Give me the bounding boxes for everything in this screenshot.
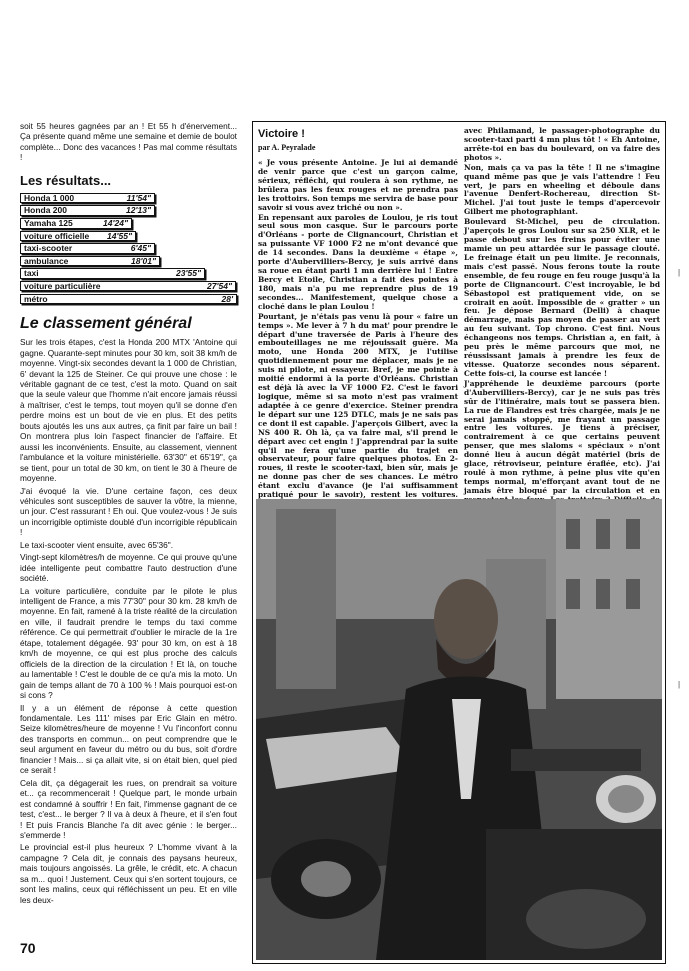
body-paragraph: Le taxi-scooter vient ensuite, avec 65'36". xyxy=(20,539,174,550)
page-number: 70 xyxy=(20,940,36,956)
result-label: Yamaha 125 xyxy=(24,218,73,228)
victoire-paragraph: « Je vous présente Antoine. Je lui ai demandé de venir parce que c'est un garçon calme, sérieux, réfléchi, qui roulera à son rythme, ne brûlera pas les feux rouges et ne prendra pas les trottoirs. Son temps me servira de base pour savoir si vous avez triché ou non ». xyxy=(258,158,458,212)
result-time: 12'13" xyxy=(126,205,151,216)
victoire-paragraph: Boulevard St-Michel, peu de circulation. J'aperçois le gros Loulou sur sa 250 XLR, et le passe debout sur les freins pour éviter une mamie un peu attardée sur le passage clouté. Le freinage était un peu limite. Je reconnais, mais c'est passé. Nous ferons toute la route ensemble, de feu rouge en feu rouge jusqu'à la porte de Clignancourt. C'est incroyable, le bd Sébastopol est pratiquement vide, on se croirait en août. Impossible de « gratter » un feu. Je dépose Bernard (Delli) à chaque démarrage, mais pas moyen de passer au vert au feu suivant. Top chrono. C'est fini. Nous échangeons nos temps. Christian a, en fait, à peu près le même parcours que moi, ne réussissant jamais à prendre les feux de vitesse. Quatorze secondes nous séparent. Cette fois-ci, la course est lancée ! xyxy=(464,217,660,378)
result-label: métro xyxy=(24,293,48,304)
body-paragraph: Il y a un élément de réponse à cette question fondamentale. Les 111' mises par Eric Glain en métro. Seize kilomètres/heure de moyenne ! Vu l'inconfort connu des transports en commun... on peut comprendre que le seul argument en faveur du métro ou du bus, soit d'ordre financier ! Mais... si ça allait vite, si on était bien, quel pied ce serait ! xyxy=(20,702,237,776)
results-chart xyxy=(20,193,237,304)
body-paragraph: Cela dit, ça dégagerait les rues, on prendrait sa voiture et... ça recommencerait ! Quelque part, le monde urbain est condamné à souffrir ! En fait, l'immense gagnant de ce test, c'est... le berger ? Il va à deux à l'heure, et il s'en fout ! Et puis Francis Blanche l'a dit avec génie : le berger... s'emmerde ! xyxy=(20,777,237,840)
victoire-byline: par A. Peyralade xyxy=(258,143,316,152)
left-column xyxy=(20,121,237,907)
result-time: 18'01" xyxy=(131,255,156,266)
victoire-paragraph: En repensant aux paroles de Loulou, je ris tout seul sous mon casque. Sur le parcours porte d'Orléans - porte de Clignancourt, Christian et sa puissante VF 1000 F2 ne m'ont devancé que de 14 secondes. Dans la deuxième « étape », porte d'Aubervilliers-Bercy, je suis arrivé dans sa roue en étant parti 1 mn derrière lui ! Entre Bercy et Etoile, Christian a fait des pointes à 180, mais n'a pu me reprendre plus de 19 secondes... Manifestement, quelque chose a cloché dans le plan Loulou ! xyxy=(258,212,458,311)
intro-paragraph: soit 55 heures gagnées par an ! Et 55 h d'énervement... Ça présente quand même une semaine et demie de boulot complète... Donc des vacances ! Pas mal comme résultats ! xyxy=(20,121,237,163)
result-bar xyxy=(20,218,132,229)
result-time: 23'55" xyxy=(176,268,201,279)
body-paragraph: J'ai évoqué la vie. D'une certaine façon, ces deux véhicules sont susceptibles de sauver la vôtre, la mienne, un jour. C'est rassurant ! Eh oui. Que voulez-vous ! Je suis un incorrigible optimiste doublé d'un incorrigible républicain ! xyxy=(20,485,237,538)
classement-title: Le classement général xyxy=(20,315,192,333)
body-paragraph: La voiture particulière, conduite par le pilote le plus intelligent de France, a mis 77'30" pour 30 km. 28 km/h de moyenne. En fait, ramené à la triste réalité de la circulation en ville, il faudrait prendre le temps du taxi comme référence. Ce qui permettrait d'oublier le miracle de la 1re étape, totalement dégagée. 93' pour 30 km, on est à 18 km/h de moyenne, ce qui est plus proche des calculs officiels de la direction de la circulation ! Et là, on touche au lamentable ! C'est le double de ce qu'a mis la moto. Un gain de temps allant de 70 à 100 % ! Mais pourquoi est-on si cons ? xyxy=(20,585,237,701)
result-label: voiture officielle xyxy=(24,230,90,241)
rider-photo xyxy=(256,499,662,960)
result-label: taxi xyxy=(24,268,39,279)
result-bar xyxy=(20,294,237,305)
result-bar xyxy=(20,243,155,254)
victoire-paragraph: avec Philamand, le passager-photographe du scooter-taxi parti 4 mn plus tôt ! « Eh Antoine, arrête-toi en bas du boulevard, on va faire des photos ». xyxy=(464,126,660,162)
margin-mark: | xyxy=(678,268,681,277)
result-time: 27'54" xyxy=(207,280,232,291)
body-paragraph: Sur les trois étapes, c'est la Honda 200 MTX 'Antoine qui gagne. Quarante-sept minutes pour 30 km, soit 38 km/h de moyenne. Vingt-six secondes devant la 1 000 de Christian, 6' devant la 125 de Steiner. Ce qui prouve une chose : le véritable gagnant de ce test, c'est la moto. Quand on sait que la seule valeur que l'homme n'ait encore jamais réussi à maîtriser, c'est le temps, tout moyen qu'il se donne d'en perdre moins est un bout de vie en plus. Et des petits bouts ajoutés les uns aux autres, ça finit par faire un bail ! On montrera plus loin l'aspect financier de l'affaire. Et aussi les inconvénients. Ensuite, au classement, viennent l'ambulance et la voiture ministérielle. 63'30" et 65'19", ça se tient, pour un total de 30 km, on tient le 30 à l'heure de moyenne. xyxy=(20,337,237,484)
result-label: Honda 1 000 xyxy=(24,192,75,203)
margin-mark: | xyxy=(678,680,681,689)
result-time: 28' xyxy=(221,293,233,304)
result-label: voiture particulière xyxy=(24,280,101,291)
result-label: taxi-scooter xyxy=(24,243,73,254)
result-bar xyxy=(20,281,236,292)
results-heading: Les résultats... xyxy=(20,172,112,188)
victoire-title: Victoire ! xyxy=(258,128,305,140)
victoire-paragraph: Non, mais ça va pas la tête ! Il ne s'imagine quand même pas que je vais l'attendre ! Feu vert, je pars en wheeling et déboule dans l'avenue Denfert-Rochereau, direction St-Michel. J'ai tout juste le temps d'apercevoir Gilbert me photographiant. xyxy=(464,162,660,217)
result-bar xyxy=(20,193,155,204)
result-label: Honda 200 xyxy=(24,205,67,216)
result-label: ambulance xyxy=(24,255,69,266)
victoire-paragraph: Pourtant, je n'étais pas venu là pour « faire un temps ». Me lever à 7 h du mat' pour prendre le départ d'une traversée de Paris à l'heure des embouteillages ne me réjouissait guère. Ma moto, une Honda 200 MTX, je l'utilise quotidiennement pour me déplacer, mais je ne suis ni pilote, ni essayeur. Bref, je me pointe à moitié endormi à la porte d'Orléans. Christian est déjà là avec la VF 1000 F2. C'est le favori logique, même si sa moto n'est pas vraiment adaptée à ce genre d'exercice. Steiner prendra le départ sur une 125 DTLC, mais je ne sais pas ce dont il est capable. J'aperçois Gilbert, avec la NS 400 R. Oh là, ça va faire mal, s'il prend le départ avec cet engin ! J'apprendrai par la suite qu'il ne fera qu'une partie du trajet en observateur, pour faire quelques photos. En 2-roues, il reste le scooter-taxi, bien sûr, mais je ne donne pas cher de ses chances. Le métro étant exclu d'avance (je l'ai suffisamment pratiqué pour le savoir), restent les voitures. xyxy=(258,311,458,500)
classement-body xyxy=(20,337,237,905)
victoire-paragraph: J'appréhende le deuxième parcours (porte d'Aubervilliers-Bercy), car je ne suis pas très sûr de l'itinéraire, mais tout se passera bien. La rue de Flandres est très chargée, mais je ne serai jamais stoppé, me frayant un passage entre les voitures. Je tiens à préciser, contrairement à ce que certains peuvent penser, que mes slaloms « spéciaux » n'ont donné lieu à aucun dégât matériel (bris de glace, rétroviseur, peinture éraflée, etc). J'ai roulé à mon rythme, à peine plus vite qu'en temps normal, m'efforçant avant tout de ne jamais être bloqué par la circulation et en xyxy=(464,378,660,495)
body-paragraph: Le provincial est-il plus heureux ? L'homme vivant à la campagne ? Cela dit, je connais des paysans heureux, mais toujours angoissés. La grêle, le crédit, etc. A chacun sa m... quoi ! Justement. Ceux qui s'en sortent toujours, ce sont les malins, ceux qui réfléchissent un peu. Et en ville les deux- xyxy=(20,842,237,905)
body-paragraph: Vingt-sept kilomètres/h de moyenne. Ce qui prouve qu'une idée intelligente peut combattre l'auto destruction d'une société. xyxy=(20,552,237,584)
result-bar xyxy=(20,231,136,242)
result-time: 6'45" xyxy=(130,243,151,254)
result-bar xyxy=(20,256,160,267)
result-time: 14'55" xyxy=(107,230,132,241)
result-time: 11'54" xyxy=(126,192,151,203)
result-bar xyxy=(20,268,205,279)
result-bar xyxy=(20,205,155,216)
result-time: 14'24" xyxy=(103,218,128,228)
